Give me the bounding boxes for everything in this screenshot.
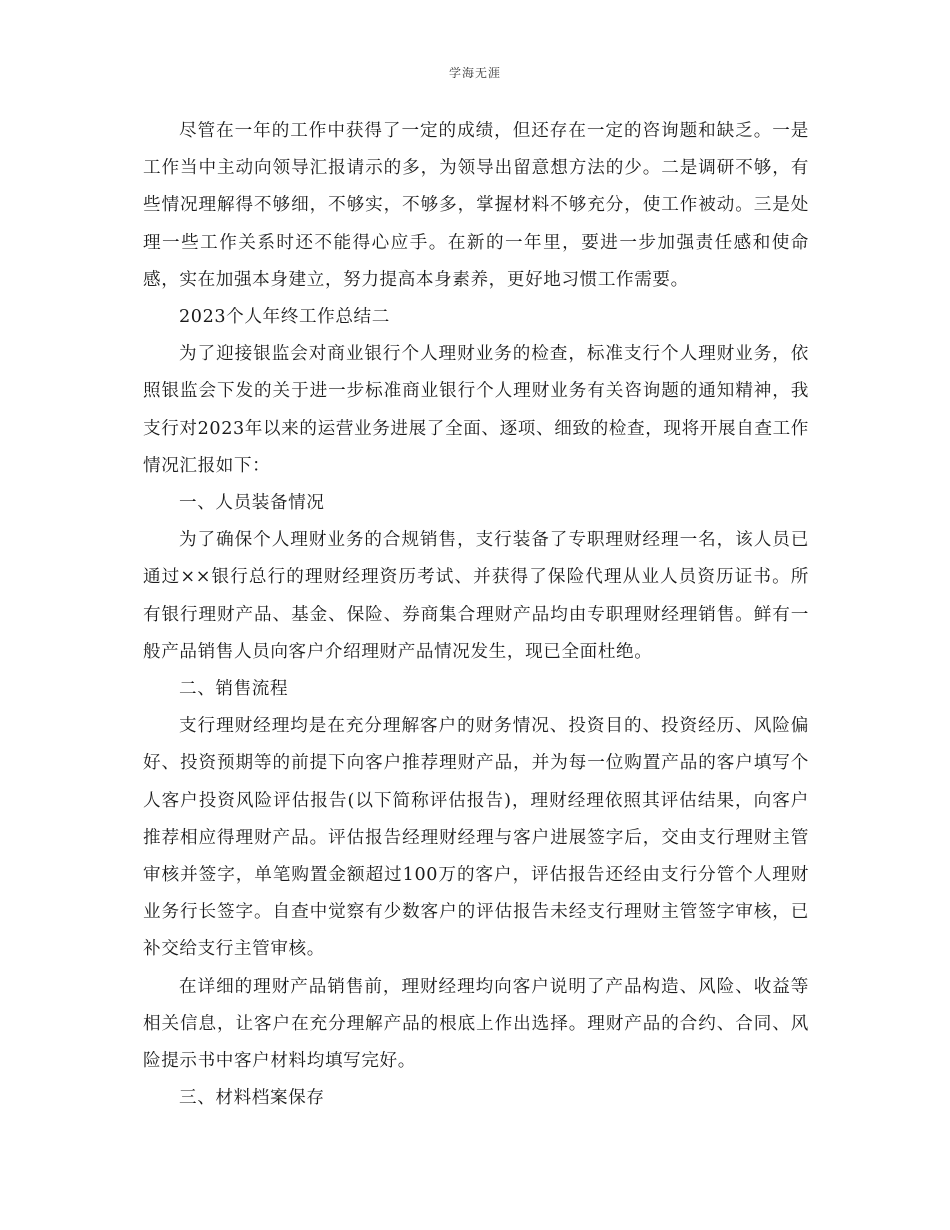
paragraph-shortcomings: 尽管在一年的工作中获得了一定的成绩，但还存在一定的咨询题和缺乏。一是工作当中主动向领导汇报请示的多，为领导出留意想方法的少。二是调研不够，有些情况理解得不够细，不够实，不够多，掌握材料不够充分，使工作被动。三是处理一些工作关系时还不能得心应手。在新的一年里，要进一步加强责任感和使命感，实在加强本身建立，努力提高本身素养，更好地习惯工作需要。 (143, 121, 809, 290)
paragraph-product-disclosure: 在详细的理财产品销售前，理财经理均向客户说明了产品构造、风险、收益等相关信息，让客户在充分理解产品的根底上作出选择。理财产品的合约、合同、风险提示书中客户材料均填写完好。 (143, 976, 809, 1072)
paragraph-inspection-intro: 为了迎接银监会对商业银行个人理财业务的检查，标准支行个人理财业务，依照银监会下发的关于进一步标准商业银行个人理财业务有关咨询题的通知精神，我支行对2023年以来的运营业务进展了全面、逐项、细致的检查，现将开展自查工作情况汇报如下： (143, 344, 809, 476)
heading-staffing: 一、人员装备情况 (179, 493, 325, 514)
page-header: 学海无涯 (448, 66, 501, 80)
heading-archive-storage: 三、材料档案保存 (179, 1088, 325, 1109)
section-title-summary-two: 2023个人年终工作总结二 (179, 307, 390, 328)
paragraph-sales-process: 支行理财经理均是在充分理解客户的财务情况、投资目的、投资经历、风险偏好、投资预期等的前提下向客户推荐理财产品，并为每一位购置产品的客户填写个人客户投资风险评估报告(以下简称评估报告)，理财经理依照其评估结果，向客户推荐相应得理财产品。评估报告经理财经理与客户进展签字后，交由支行理财主管审核并签字，单笔购置金额超过100万的客户，评估报告还经由支行分管个人理财业务行长签字。自查中觉察有少数客户的评估报告未经支行理财主管签字审核，已补交给支行主管审核。 (143, 716, 809, 960)
paragraph-staffing: 为了确保个人理财业务的合规销售，支行装备了专职理财经理一名，该人员已通过××银行总行的理财经理资历考试、并获得了保险代理从业人员资历证书。所有银行理财产品、基金、保险、券商集合理财产品均由专职理财经理销售。鲜有一般产品销售人员向客户介绍理财产品情况发生，现已全面杜绝。 (143, 530, 809, 662)
heading-sales-process: 二、销售流程 (179, 679, 289, 700)
document-body (143, 113, 809, 1117)
